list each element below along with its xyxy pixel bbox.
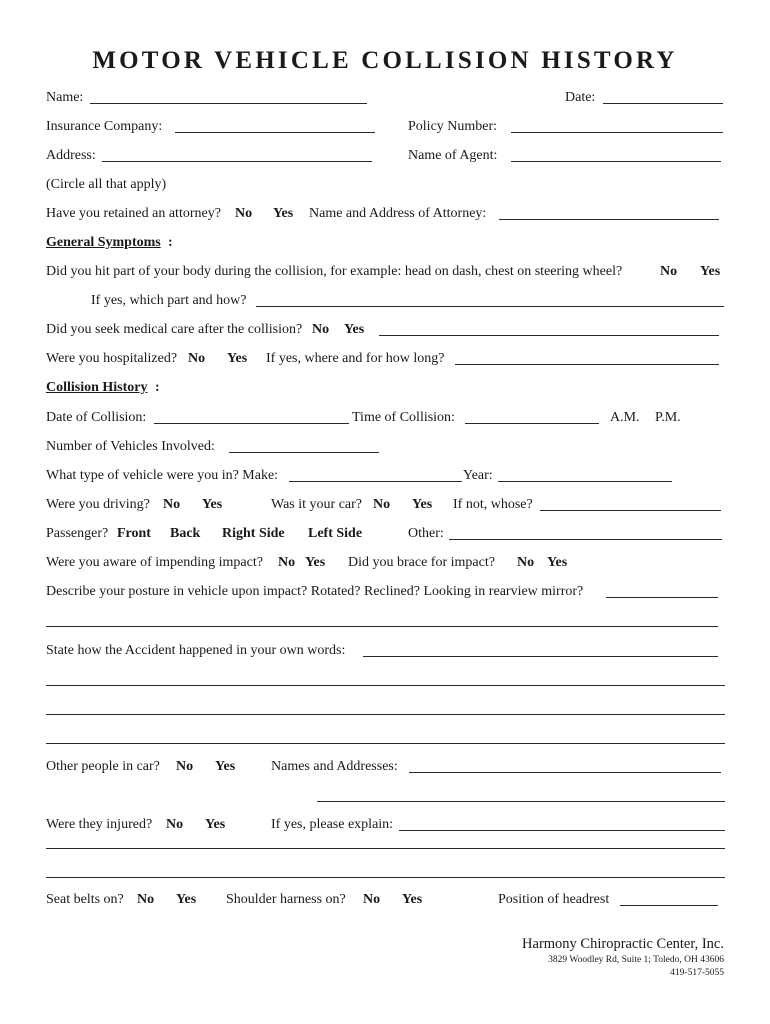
circle-note: (Circle all that apply): [46, 177, 167, 192]
passenger-back[interactable]: Back: [170, 526, 201, 541]
driving-yes[interactable]: Yes: [202, 497, 223, 512]
hospitalized-no[interactable]: No: [188, 351, 206, 366]
collision-history-title: Collision History: [46, 380, 148, 395]
hospitalized-where-field[interactable]: [455, 364, 719, 365]
whose-car-label: If not, whose?: [453, 497, 533, 512]
your-car-no[interactable]: No: [373, 497, 391, 512]
seat-belts-yes[interactable]: Yes: [176, 892, 197, 907]
posture-field[interactable]: [606, 597, 718, 598]
hospitalized-yes[interactable]: Yes: [227, 351, 248, 366]
accident-line-2[interactable]: [46, 685, 725, 686]
medical-care-field[interactable]: [379, 335, 719, 336]
your-car-yes[interactable]: Yes: [412, 497, 433, 512]
which-part-label: If yes, which part and how?: [91, 293, 247, 308]
shoulder-harness-yes[interactable]: Yes: [402, 892, 423, 907]
policy-label: Policy Number:: [408, 119, 498, 134]
passenger-front[interactable]: Front: [117, 526, 151, 541]
collision-time-label: Time of Collision:: [352, 410, 455, 425]
attorney-name-label: Name and Address of Attorney:: [309, 206, 487, 221]
other-people-yes[interactable]: Yes: [215, 759, 236, 774]
posture-line-2[interactable]: [46, 626, 718, 627]
attorney-yes[interactable]: Yes: [273, 206, 294, 221]
posture-question: Describe your posture in vehicle upon impact? Rotated? Reclined? Looking in rearview mirror?: [46, 584, 584, 599]
explain-line-2[interactable]: [46, 848, 725, 849]
driving-question: Were you driving?: [46, 497, 150, 512]
accident-line-4[interactable]: [46, 743, 725, 744]
explain-label: If yes, please explain:: [271, 817, 394, 832]
pm-option[interactable]: P.M.: [655, 410, 681, 425]
medical-care-question: Did you seek medical care after the collision?: [46, 322, 303, 337]
hospitalized-question: Were you hospitalized?: [46, 351, 178, 366]
passenger-other-field[interactable]: [449, 539, 722, 540]
aware-yes[interactable]: Yes: [305, 555, 326, 570]
brace-yes[interactable]: Yes: [547, 555, 568, 570]
policy-field[interactable]: [511, 132, 723, 133]
collision-time-field[interactable]: [465, 423, 599, 424]
headrest-label: Position of headrest: [498, 892, 610, 907]
general-symptoms-colon: :: [168, 235, 173, 250]
attorney-no[interactable]: No: [235, 206, 253, 221]
footer-address: 3829 Woodley Rd, Suite 1; Toledo, OH 43606: [548, 955, 724, 965]
am-option[interactable]: A.M.: [610, 410, 640, 425]
accident-question: State how the Accident happened in your own words:: [46, 643, 346, 658]
aware-no[interactable]: No: [278, 555, 296, 570]
insurance-field[interactable]: [175, 132, 375, 133]
form-title: MOTOR VEHICLE COLLISION HISTORY: [92, 47, 678, 74]
date-field[interactable]: [603, 103, 723, 104]
aware-question: Were you aware of impending impact?: [46, 555, 263, 570]
insurance-label: Insurance Company:: [46, 119, 163, 134]
explain-line-3[interactable]: [46, 877, 725, 878]
footer-company: Harmony Chiropractic Center, Inc.: [522, 936, 724, 952]
name-label: Name:: [46, 90, 84, 105]
address-label: Address:: [46, 148, 96, 163]
seat-belts-no[interactable]: No: [137, 892, 155, 907]
hit-body-no[interactable]: No: [660, 264, 678, 279]
attorney-question: Have you retained an attorney?: [46, 206, 221, 221]
hit-body-yes[interactable]: Yes: [700, 264, 721, 279]
vehicle-make-label: What type of vehicle were you in? Make:: [46, 468, 279, 483]
medical-care-yes[interactable]: Yes: [344, 322, 365, 337]
headrest-field[interactable]: [620, 905, 718, 906]
vehicle-year-field[interactable]: [498, 481, 672, 482]
accident-line-3[interactable]: [46, 714, 725, 715]
date-label: Date:: [565, 90, 596, 105]
seat-belts-question: Seat belts on?: [46, 892, 124, 907]
name-field[interactable]: [90, 103, 367, 104]
other-people-question: Other people in car?: [46, 759, 160, 774]
injured-question: Were they injured?: [46, 817, 153, 832]
collision-date-label: Date of Collision:: [46, 410, 147, 425]
hospitalized-where-label: If yes, where and for how long?: [266, 351, 445, 366]
which-part-field[interactable]: [256, 306, 724, 307]
collision-date-field[interactable]: [154, 423, 349, 424]
agent-label: Name of Agent:: [408, 148, 498, 163]
address-field[interactable]: [102, 161, 372, 162]
injured-yes[interactable]: Yes: [205, 817, 226, 832]
passenger-left-side[interactable]: Left Side: [308, 526, 363, 541]
passenger-label: Passenger?: [46, 526, 109, 541]
num-vehicles-field[interactable]: [229, 452, 379, 453]
hit-body-question: Did you hit part of your body during the collision, for example: head on dash, chest on steering wheel?: [46, 264, 623, 279]
injured-no[interactable]: No: [166, 817, 184, 832]
brace-question: Did you brace for impact?: [348, 555, 495, 570]
driving-no[interactable]: No: [163, 497, 181, 512]
passenger-right-side[interactable]: Right Side: [222, 526, 285, 541]
attorney-name-field[interactable]: [499, 219, 719, 220]
names-addresses-label: Names and Addresses:: [271, 759, 398, 774]
shoulder-harness-no[interactable]: No: [363, 892, 381, 907]
vehicle-make-field[interactable]: [289, 481, 462, 482]
other-people-no[interactable]: No: [176, 759, 194, 774]
shoulder-harness-question: Shoulder harness on?: [226, 892, 346, 907]
names-addresses-field[interactable]: [409, 772, 721, 773]
medical-care-no[interactable]: No: [312, 322, 330, 337]
num-vehicles-label: Number of Vehicles Involved:: [46, 439, 215, 454]
vehicle-year-label: Year:: [463, 468, 493, 483]
footer-phone: 419-517-5055: [670, 968, 724, 978]
agent-field[interactable]: [511, 161, 721, 162]
accident-field[interactable]: [363, 656, 718, 657]
names-addresses-line-2[interactable]: [317, 801, 725, 802]
explain-field[interactable]: [399, 830, 725, 831]
general-symptoms-title: General Symptoms: [46, 235, 161, 250]
collision-history-colon: :: [155, 380, 160, 395]
passenger-other-label: Other:: [408, 526, 444, 541]
your-car-question: Was it your car?: [271, 497, 362, 512]
brace-no[interactable]: No: [517, 555, 535, 570]
whose-car-field[interactable]: [540, 510, 721, 511]
